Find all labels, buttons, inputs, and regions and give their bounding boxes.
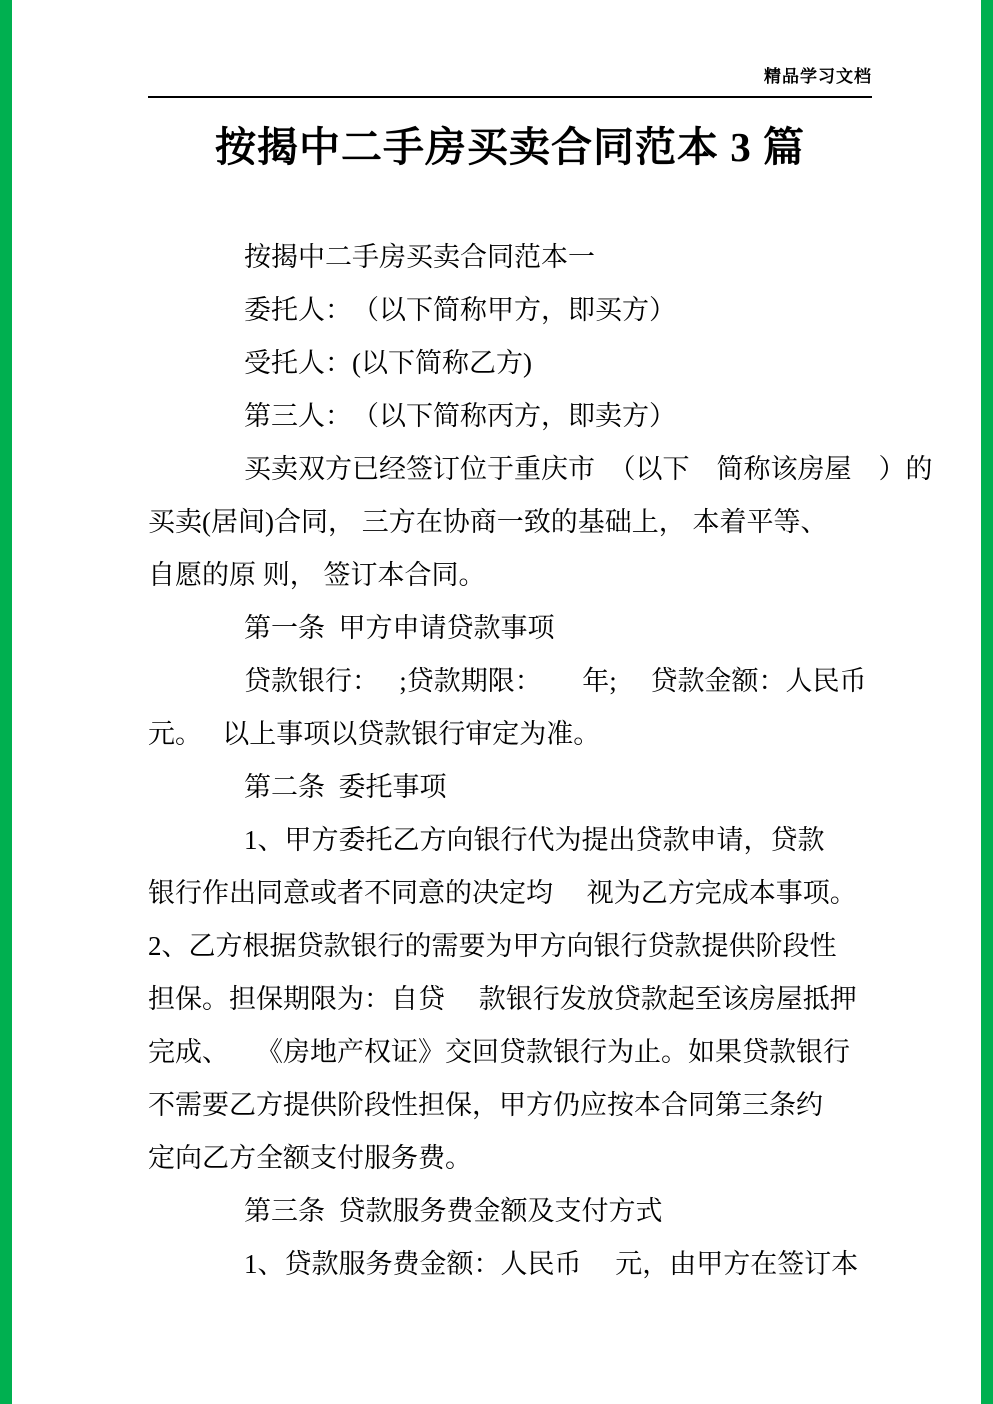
text-line: 定向乙方全额支付服务费。 (148, 1143, 472, 1173)
text-line: 完成、 《房地产权证》交回贷款银行为止。如果贷款银行 (148, 1037, 850, 1067)
left-green-border (0, 0, 12, 1404)
text-line: 元。 以上事项以贷款银行审定为准。 (148, 719, 601, 749)
right-green-border (981, 0, 993, 1404)
text-line: 第三人： （以下简称丙方，即卖方） (244, 401, 676, 431)
header-watermark: 精品学习文档 (764, 67, 872, 86)
text-line: 第一条 甲方申请贷款事项 (244, 613, 555, 643)
text-line: 受托人：(以下简称乙方) (244, 348, 532, 378)
text-line: 买卖(居间)合同， 三方在协商一致的基础上， 本着平等、 (148, 507, 828, 537)
text-line: 担保。担保期限为：自贷 款银行发放贷款起至该房屋抵押 (148, 984, 857, 1014)
text-line: 买卖双方已经签订位于重庆市 （以下 简称该房屋 ）的 (244, 454, 933, 484)
text-line: 1、甲方委托乙方向银行代为提出贷款申请，贷款 (244, 825, 825, 855)
text-line: 按揭中二手房买卖合同范本一 (244, 242, 595, 272)
text-line: 1、贷款服务费金额：人民币 元，由甲方在签订本 (244, 1249, 859, 1279)
text-line: 自愿的原 则， 签订本合同。 (148, 560, 486, 590)
text-line: 不需要乙方提供阶段性担保，甲方仍应按本合同第三条约 (148, 1090, 823, 1120)
body-lines (148, 231, 933, 1291)
text-line: 第三条 贷款服务费金额及支付方式 (244, 1196, 663, 1226)
text-line: 贷款银行： ;贷款期限： 年; 贷款金额：人民币 (244, 666, 867, 696)
header-divider-line (148, 96, 872, 98)
text-line: 2、乙方根据贷款银行的需要为甲方向银行贷款提供阶段性 (148, 931, 837, 961)
text-line: 委托人： （以下简称甲方，即买方） (244, 295, 676, 325)
document-title: 按揭中二手房买卖合同范本 3 篇 (215, 124, 805, 170)
text-line: 银行作出同意或者不同意的决定均 视为乙方完成本事项。 (148, 878, 857, 908)
text-line: 第二条 委托事项 (244, 772, 447, 802)
